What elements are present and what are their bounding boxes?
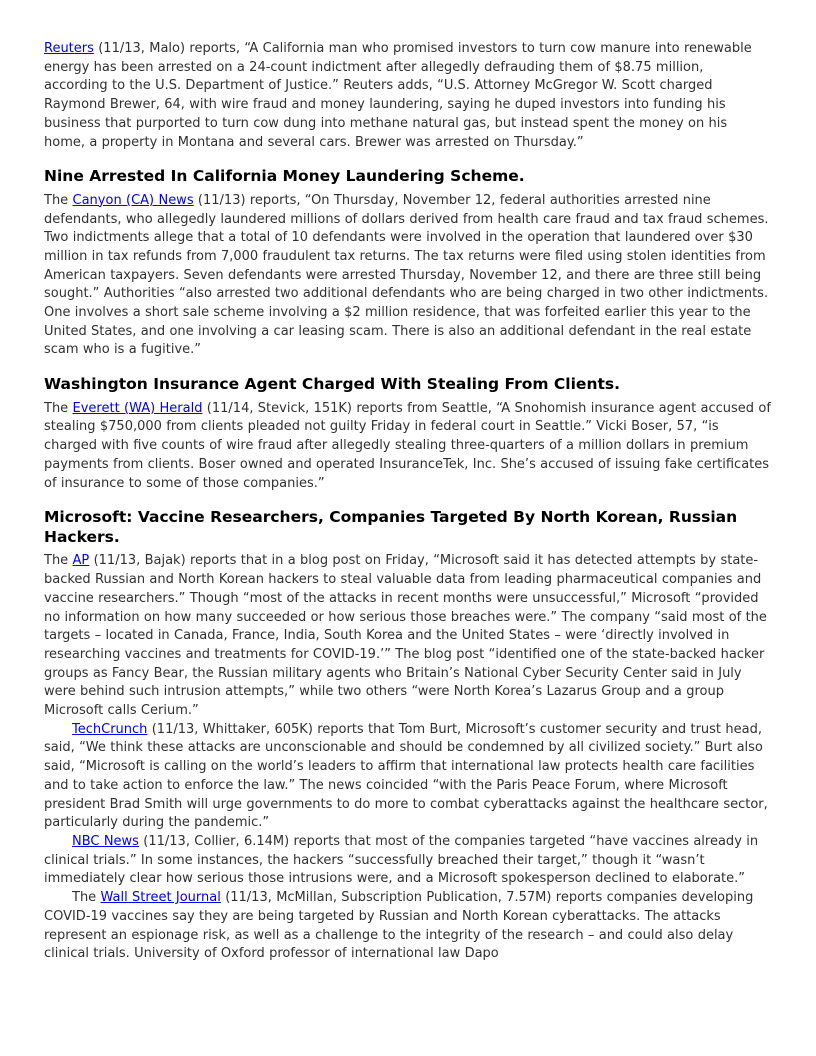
article-paragraph — [44, 400, 771, 494]
article-paragraph — [44, 552, 771, 720]
paragraph-text: (11/13) reports, “On Thursday, November 12, federal authorities arrested nine defendants, who allegedly laundered millions of dollars derived from health care fraud and tax fraud schemes. Two indictments allege that a total of 10 defendants were involved in the operation that laundered over $30 million in tax refunds from 7,000 fraudulent tax returns. The tax returns were filed using stolen identities from American taxpayers. Seven defendants were arrested Thursday, November 12, and there are three still being sought.” Authorities “also arrested two additional defendants who are being charged in two other indictments. One involves a short sale scheme involving a $2 million residence, that was forfeited earlier this year to the United States, and one involving a car leasing scam. There is also an additional defendant in the real estate scam who is a fugitive.” — [44, 192, 769, 358]
paragraph-text: (11/14, Stevick, 151K) reports from Seattle, “A Snohomish insurance agent accused of stealing $750,000 from clients pleaded not guilty Friday in federal court in Seattle.” Vicki Boser, 57, “is charged with five counts of wire fraud after allegedly stealing three-quarters of a million dollars in premium payments from clients. Boser owned and operated InsuranceTek, Inc. She’s accused of issuing fake certificates of insurance to some of those companies.” — [44, 400, 771, 491]
section-heading: Washington Insurance Agent Charged With Stealing From Clients. — [44, 375, 621, 394]
source-link[interactable]: Everett (WA) Herald — [72, 400, 203, 416]
paragraph-text: (11/13, Bajak) reports that in a blog post on Friday, “Microsoft said it has detected attempts by state-backed Russian and North Korean hackers to steal valuable data from leading pharmaceutical companies and vaccine researchers.” Though “most of the attacks in recent months were unsuccessful,” Microsoft “provided no information on how many succeeded or how serious those breaches were.” The company “said most of the targets – located in Canada, France, India, South Korea and the United States – were ‘directly involved in researching vaccines and treatments for COVID-19.’” The blog post “identified one of the state-backed hacker groups as Fancy Bear, the Russian military agents who Britain’s National Cyber Security Center said in July were behind such intrusion attempts,” while two others “were North Korea’s Lazarus Group and a group Microsoft calls Cerium.” — [44, 553, 767, 719]
paragraph-text: (11/13, Whittaker, 605K) reports that Tom Burt, Microsoft’s customer security and trust head, said, “We think these attacks are unconscionable and should be condemned by all civilized society.” Burt also said, “Microsoft is calling on the world’s leaders to affirm that international law protects health care facilities and to take action to enforce the law.” The news coincided “with the Paris Peace Forum, where Microsoft president Brad Smith will urge governments to do more to combat cyberattacks against the healthcare sector, particularly during the pandemic.” — [44, 721, 768, 831]
paragraph-text: (11/13, Malo) reports, “A California man who promised investors to turn cow manure into renewable energy has been arrested on a 24-count indictment after allegedly defrauding them of $8.75 million, according to the U.S. Department of Justice.” Reuters adds, “U.S. Attorney McGregor W. Scott charged Raymond Brewer, 64, with wire fraud and money laundering, saying he duped investors into funding his business that purported to turn cow dung into methane natural gas, but instead spent the money on his home, a property in Montana and several cars. Brewer was arrested on Thursday.” — [44, 41, 752, 150]
article-paragraph — [44, 833, 771, 889]
article-paragraph — [44, 889, 771, 964]
paragraph-text: The — [44, 400, 73, 416]
paragraph-text: (11/13, McMillan, Subscription Publication, 7.57M) reports companies developing COVID-19 vaccines say they are being targeted by Russian and North Korean cyberattacks. The attacks represent an espionage risk, as well as a challenge to the integrity of the research – and could also delay clinical trials. University of Oxford professor of international law Dapo — [44, 890, 754, 962]
source-link[interactable]: Canyon (CA) News — [72, 192, 194, 208]
article-paragraph — [44, 40, 771, 152]
news-briefing-article — [44, 40, 771, 964]
paragraph-text: The — [44, 192, 73, 208]
section-heading: Nine Arrested In California Money Laundering Scheme. — [44, 167, 525, 186]
section-heading: Microsoft: Vaccine Researchers, Companies Targeted By North Korean, Russian Hackers. — [44, 508, 738, 546]
article-paragraph — [44, 192, 771, 360]
source-link[interactable]: NBC News — [72, 833, 139, 849]
source-link[interactable]: Wall Street Journal — [100, 890, 221, 906]
article-paragraph — [44, 721, 771, 833]
paragraph-text: The — [72, 890, 101, 906]
source-link[interactable]: Reuters — [44, 41, 94, 56]
paragraph-text: (11/13, Collier, 6.14M) reports that most of the companies targeted “have vaccines already in clinical trials.” In some instances, the hackers “successfully breached their target,” though it “wasn’t immediately clear how serious those intrusions were, and a Microsoft spokesperson declined to elaborate.” — [44, 833, 759, 887]
paragraph-text: The — [44, 553, 73, 569]
source-link[interactable]: TechCrunch — [72, 721, 148, 737]
source-link[interactable]: AP — [72, 553, 90, 569]
